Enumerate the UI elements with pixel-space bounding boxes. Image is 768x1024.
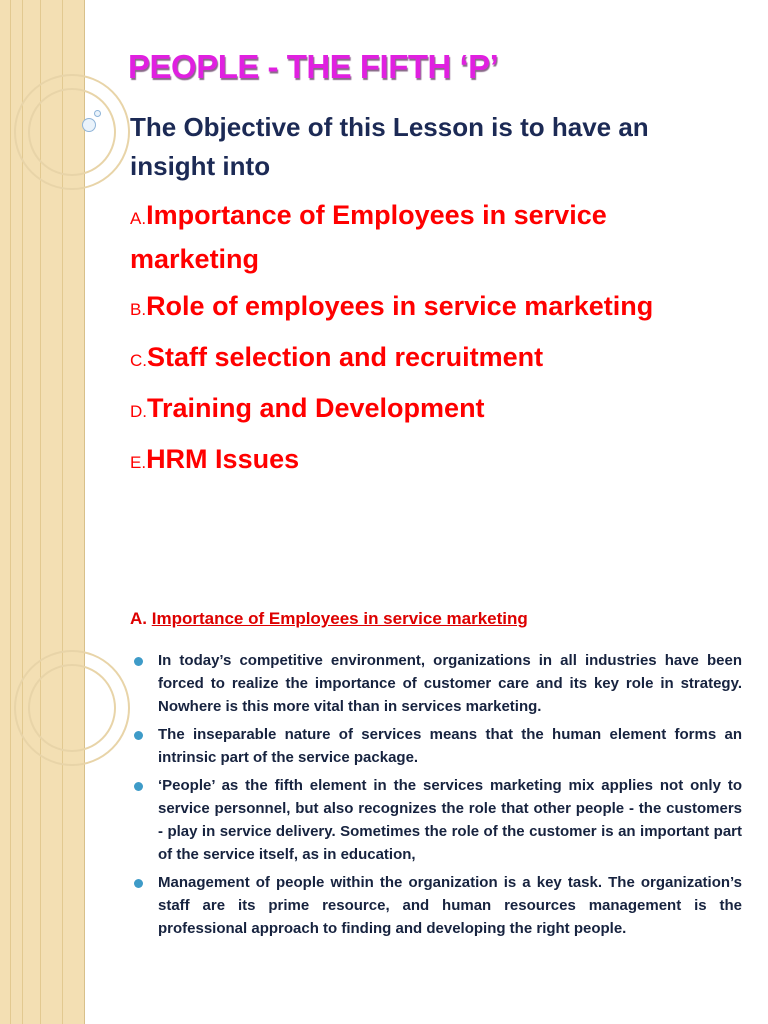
bullet-point [134,723,742,769]
agenda-text: Role of employees in service marketing [146,291,654,321]
section-heading [130,609,528,629]
bullet-icon [134,657,143,666]
bullet-icon [134,782,143,791]
strip-line [40,576,41,1024]
bullet-icon [134,731,143,740]
bullet-text: In today’s competitive environment, organizations in all industries have been forced to realize the importance of customer care and its key role in strategy. Nowhere is this more vital than in services marketing. [158,652,742,715]
agenda-text: Importance of Employees in service marketing [130,200,607,274]
lesson-objective: The Objective of this Lesson is to have an insight into [130,112,649,181]
slide-title: PEOPLE - THE FIFTH ‘P’ [128,48,499,85]
decorative-ring [28,664,116,752]
bullet-list [134,649,742,945]
bullet-point [134,649,742,718]
agenda-text: HRM Issues [146,444,300,474]
decorative-circle-icon [82,118,96,132]
strip-line [62,576,63,1024]
bullet-text: The inseparable nature of services means that the human element forms an intrinsic part of the service package. [158,726,742,766]
bullet-point [134,774,742,866]
section-marker: A. [130,609,147,628]
strip-line [22,0,23,576]
agenda-marker: B. [130,300,147,319]
agenda-item [130,439,740,483]
strip-line [10,0,11,576]
decorative-ring [28,88,116,176]
section-heading-text: Importance of Employees in service marketing [151,609,528,628]
agenda-marker: E. [130,453,147,472]
slide-2 [0,576,768,1024]
decorative-circle-icon [94,110,101,117]
agenda-item [130,388,740,432]
strip-line [10,576,11,1024]
agenda-text: Training and Development [147,393,485,423]
strip-line [22,576,23,1024]
agenda-marker: C. [130,351,147,370]
bullet-text: Management of people within the organization is a key task. The organization’s staff are its prime resource, and human resources management is the professional approach to finding and developing the right people. [158,874,742,937]
agenda-marker: D. [130,402,147,421]
agenda-item [130,195,740,279]
agenda-marker: A. [130,209,147,228]
bullet-point [134,871,742,940]
bullet-icon [134,879,143,888]
bullet-text: ‘People’ as the fifth element in the services marketing mix applies not only to service personnel, but also recognizes the role that other people - the customers - play in service delivery. Sometimes the role of the customer is an important part of the service itself, as in education, [158,777,742,863]
agenda-item [130,286,740,330]
agenda-list [130,195,740,490]
agenda-item [130,337,740,381]
agenda-text: Staff selection and recruitment [147,342,544,372]
decorative-side-strip [0,576,85,1024]
